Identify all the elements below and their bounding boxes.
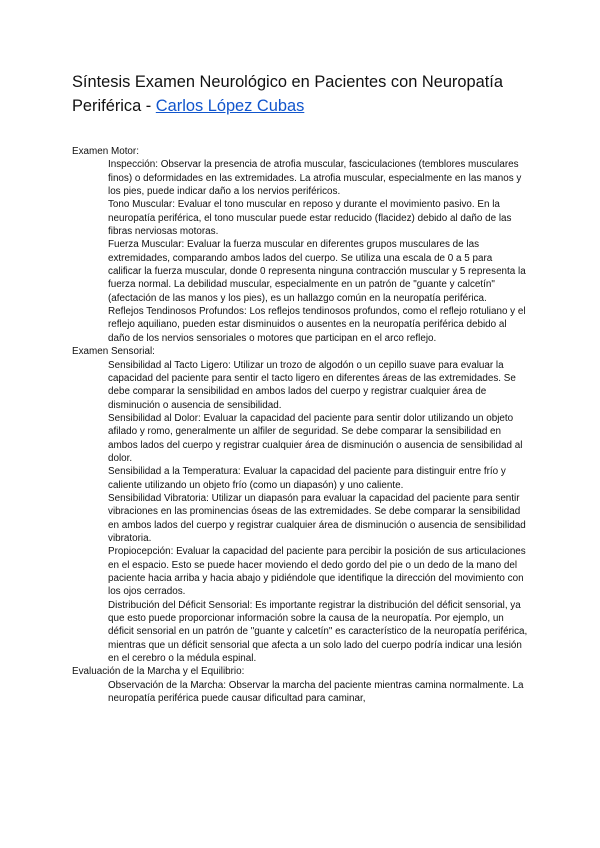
section-examen-motor — [72, 145, 528, 345]
item-observacion-marcha: Observación de la Marcha: Observar la marcha del paciente mientras camina normalmente. La neuropatía periférica puede causar dificultad para caminar, — [108, 679, 524, 705]
document-title — [72, 70, 542, 118]
section-examen-sensorial — [72, 345, 528, 665]
section-heading: Examen Motor: — [72, 146, 139, 157]
item-propiocepcion: Propiocepción: Evaluar la capacidad del paciente para percibir la posición de sus articulaciones en el espacio. Esto se puede hacer moviendo el dedo gordo del pie o un dedo de la mano del paciente hacia arriba y hacia abajo y pidiéndole que identifique la dirección del movimiento con los ojos cerrados. — [108, 546, 526, 598]
item-reflejos: Reflejos Tendinosos Profundos: Los reflejos tendinosos profundos, como el reflejo rotuliano y el reflejo aquiliano, pueden estar disminuidos o ausentes en la neuropatía periférica debido al daño de los nervios sensoriales o motores que participan en el arco reflejo. — [108, 306, 526, 344]
item-tacto-ligero: Sensibilidad al Tacto Ligero: Utilizar un trozo de algodón o un cepillo suave para evaluar la capacidad del paciente para sentir el tacto ligero en diferentes áreas de las extremidades. Se debe comparar la sensibilidad en ambos lados del cuerpo y registrar cualquier área de disminución o ausencia de sensibilidad. — [108, 359, 516, 411]
title-text: Síntesis Examen Neurológico en Pacientes con Neuropatía Periférica - — [72, 73, 503, 115]
item-distribucion-deficit: Distribución del Déficit Sensorial: Es importante registrar la distribución del déficit sensorial, ya que esto puede proporcionar información sobre la causa de la neuropatía. Por ejemplo, un déficit sensorial en un patrón de "guante y calcetín" es característico de la neuropatía periférica, mientras que un déficit sensorial que afecta a un solo lado del cuerpo podría indicar una lesión en el cerebro o la médula espinal. — [108, 599, 528, 665]
section-marcha-equilibrio — [72, 665, 528, 705]
item-vibratoria: Sensibilidad Vibratoria: Utilizar un diapasón para evaluar la capacidad del paciente para sentir vibraciones en las prominencias óseas de las extremidades. Se debe comparar la sensibilidad en ambos lados del cuerpo y registrar cualquier área de disminución o ausencia de sensibilidad vibratoria. — [108, 492, 526, 544]
section-heading: Evaluación de la Marcha y el Equilibrio: — [72, 666, 245, 678]
item-inspeccion: Inspección: Observar la presencia de atrofia muscular, fasciculaciones (temblores musculares finos) o deformidades en las extremidades. La atrofia muscular, especialmente en las manos y los pies, puede indicar daño a los nervios periféricos. — [108, 159, 522, 198]
author-link[interactable]: Carlos López Cubas — [155, 97, 305, 115]
item-tono-muscular: Tono Muscular: Evaluar el tono muscular en reposo y durante el movimiento pasivo. En la neuropatía periférica, el tono muscular puede estar reducido (flacidez) debido al daño de las fibras nerviosas motoras. — [108, 199, 512, 238]
document-body — [72, 145, 528, 705]
section-heading: Examen Sensorial: — [72, 346, 155, 358]
item-dolor: Sensibilidad al Dolor: Evaluar la capacidad del paciente para sentir dolor utilizando un objeto afilado y romo, generalmente un alfiler de seguridad. Se debe comparar la sensibilidad en ambos lados del cuerpo y registrar cualquier área de disminución o ausencia de sensibilidad al dolor. — [108, 412, 523, 464]
item-fuerza-muscular: Fuerza Muscular: Evaluar la fuerza muscular en diferentes grupos musculares de las extremidades, comparando ambos lados del cuerpo. Se utiliza una escala de 0 a 5 para calificar la fuerza muscular, donde 0 representa ninguna contracción muscular y 5 representa la fuerza normal. La debilidad muscular, especialmente en un patrón de "guante y calcetín" (afectación de las manos y los pies), es un hallazgo común en la neuropatía periférica. — [108, 239, 526, 304]
item-temperatura: Sensibilidad a la Temperatura: Evaluar la capacidad del paciente para distinguir entre frío y caliente utilizando un objeto frío (como un diapasón) y uno caliente. — [108, 466, 506, 491]
